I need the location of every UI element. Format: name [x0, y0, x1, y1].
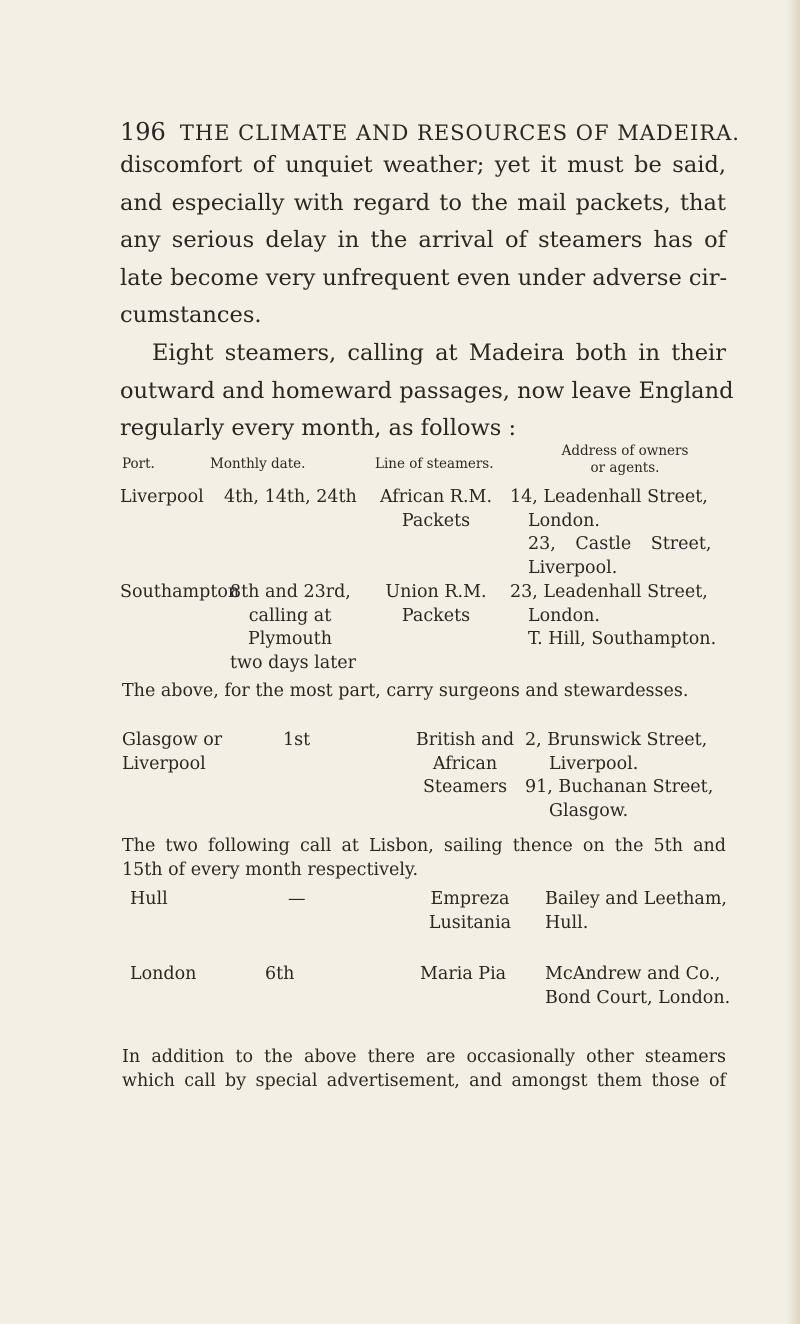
note-surgeons: The above, for the most part, carry surgeons and stewardesses. — [122, 681, 689, 701]
line-text: African R.M. — [379, 487, 493, 507]
line-text: African — [432, 753, 498, 774]
text-line: and especially with regard to the mail packets, that — [120, 189, 726, 216]
row1-date: 4th, 14th, 24th — [224, 487, 357, 507]
col-header-date: Monthly date. — [210, 456, 306, 472]
row4-port: Hull — [130, 889, 168, 909]
port-text: Glasgow or — [122, 730, 223, 750]
line-text: Packets — [401, 510, 471, 531]
address-text: Bailey and Leetham, — [545, 889, 727, 909]
row4-address — [545, 888, 726, 935]
note-line: The two following call at Lisbon, sailing thence on the 5th and — [122, 836, 726, 856]
line-text: British and — [415, 730, 515, 750]
address-text: Bond Court, London. — [545, 987, 731, 1008]
row3-line — [410, 729, 520, 800]
text-line: outward and homeward passages, now leave England — [120, 377, 734, 404]
date-text: calling at — [248, 605, 332, 626]
date-text: Plymouth — [248, 629, 332, 649]
col-header-address — [530, 443, 720, 477]
note-line: which call by special advertisement, and amongst them those of — [122, 1071, 726, 1091]
row3-date: 1st — [283, 730, 311, 750]
note-lisbon — [122, 834, 726, 882]
address-text: McAndrew and Co., — [545, 964, 721, 984]
row4-date: — — [288, 889, 306, 909]
row1-line — [366, 486, 506, 533]
page-number: 196 — [120, 118, 166, 146]
row2-line — [366, 581, 506, 628]
text-line: Eight steamers, calling at Madeira both in their — [152, 340, 726, 366]
address-text: 23, Leadenhall Street, — [510, 582, 708, 602]
paragraph-2 — [120, 335, 734, 448]
address-text: 91, Buchanan Street, — [525, 777, 714, 797]
col-header-port: Port. — [122, 456, 155, 472]
row2-address — [510, 581, 726, 652]
note-line: In addition to the above there are occasionally other steamers — [122, 1047, 726, 1067]
closing-paragraph — [122, 1045, 726, 1093]
address-text: Liverpool. — [528, 557, 618, 578]
line-text: Union R.M. — [385, 582, 487, 602]
col-header-address-line: or agents. — [590, 460, 660, 476]
page-edge-shading — [786, 0, 800, 1324]
row3-address — [525, 729, 726, 823]
row2-date — [230, 581, 356, 675]
row3-port — [122, 729, 222, 776]
running-title: THE CLIMATE AND RESOURCES OF MADEIRA. — [179, 121, 740, 145]
text-line: late become very unfrequent even under adverse cir- — [120, 264, 728, 291]
row1-address — [510, 486, 726, 580]
address-text: Liverpool. — [549, 753, 639, 774]
line-text: Steamers — [422, 777, 508, 797]
address-text: 2, Brunswick Street, — [525, 730, 708, 750]
address-text: T. Hill, Southampton. — [528, 629, 717, 649]
address-text: Glasgow. — [549, 800, 629, 821]
address-text: Hull. — [545, 912, 589, 933]
text-line: cumstances. — [120, 302, 262, 328]
note-line: 15th of every month respectively. — [122, 860, 419, 880]
row5-date: 6th — [265, 964, 295, 984]
paragraph-1 — [120, 147, 726, 335]
row5-address — [545, 963, 731, 1010]
address-text: 14, Leadenhall Street, — [510, 487, 708, 507]
date-text: 8th and 23rd, — [230, 582, 351, 602]
port-text: Liverpool — [122, 753, 206, 774]
text-line: regularly every month, as follows : — [120, 415, 517, 441]
row1-port: Liverpool — [120, 487, 204, 507]
text-line: any serious delay in the arrival of steamers has of — [120, 227, 726, 253]
line-text: Packets — [401, 605, 471, 626]
row4-line — [410, 888, 530, 935]
row5-port: London — [130, 964, 197, 984]
row2-port: Southampton — [120, 582, 240, 602]
address-text: 23, Castle Street, — [528, 534, 712, 554]
col-header-line: Line of steamers. — [375, 456, 494, 472]
address-text: London. — [528, 605, 600, 626]
col-header-address-line: Address of owners — [561, 443, 689, 459]
date-text: two days later — [230, 652, 356, 673]
address-text: London. — [528, 510, 600, 531]
line-text: Lusitania — [428, 912, 512, 933]
row5-line: Maria Pia — [420, 964, 507, 984]
running-header — [120, 118, 740, 146]
text-line: discomfort of unquiet weather; yet it must be said, — [120, 152, 726, 178]
line-text: Empreza — [430, 889, 510, 909]
